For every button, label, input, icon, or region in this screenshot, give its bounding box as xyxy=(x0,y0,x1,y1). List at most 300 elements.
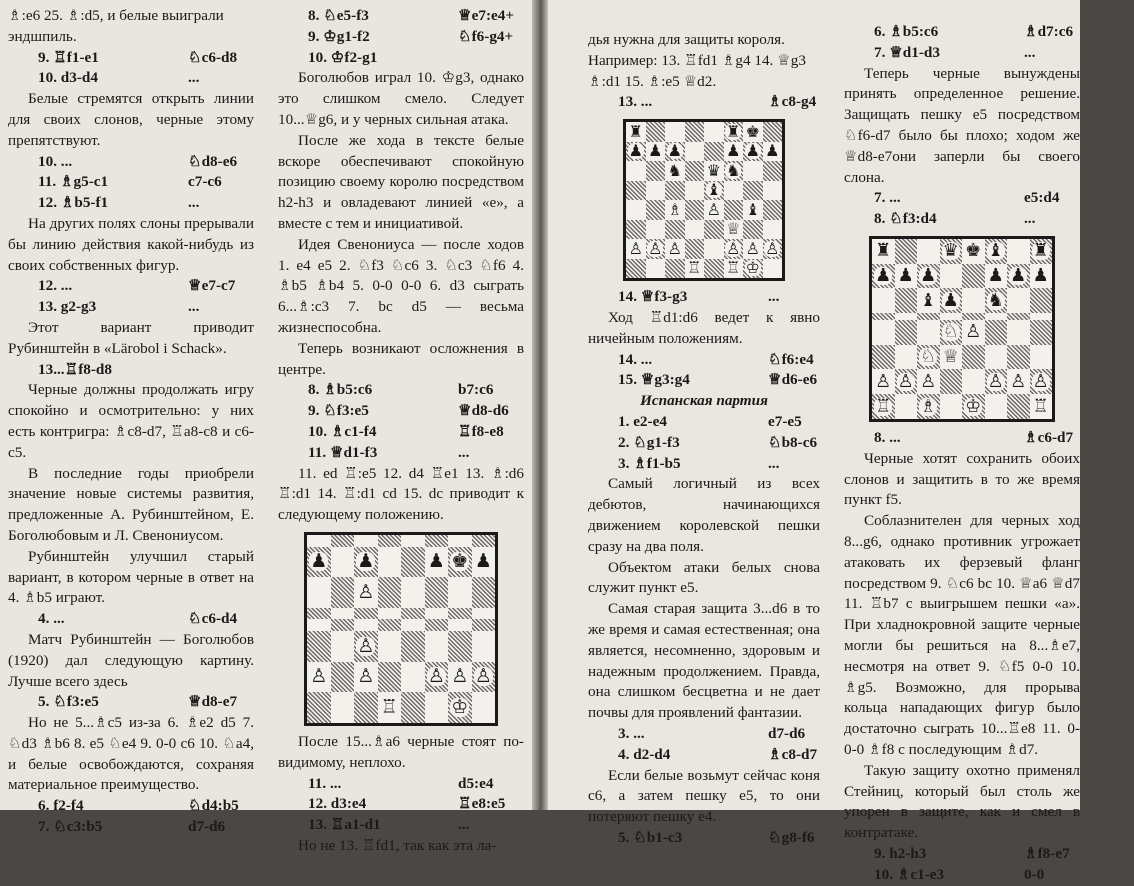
black-move: ... xyxy=(188,69,200,87)
text-paragraph: Идея Свенониуса — после ходов 1. e4 e5 2. ♘f3 ♘c6 3. ♘c3 ♘f6 4. ♗b5 ♗b4 5. 0-0 0-0 6. d3 сыграть 6...♗:c3 7. bc d5 — весьма жизнеспособна. xyxy=(278,235,524,336)
black-move: ♘c6-d8 xyxy=(188,48,238,66)
board-square xyxy=(331,619,355,631)
text-paragraph: ♗:e6 25. ♗:d5, и белые выиграли эндшпиль. xyxy=(8,7,224,45)
chess-piece: ♔ xyxy=(451,696,469,719)
board-square xyxy=(940,345,963,370)
chess-piece: ♖ xyxy=(1032,395,1049,417)
board-square xyxy=(962,239,985,264)
board-square xyxy=(472,577,496,608)
text-paragraph: Боголюбов играл 10. ♔g3, однако это слишком смело. Следует 10...♕g6, и у черных сильная атака. xyxy=(278,69,524,128)
white-move: 4. ... xyxy=(38,610,65,628)
chess-piece: ♝ xyxy=(706,180,721,200)
board-square xyxy=(743,122,763,142)
chess-diagram xyxy=(869,236,1055,422)
chess-piece: ♟ xyxy=(628,141,643,161)
chess-piece: ♟ xyxy=(897,265,914,287)
board-square xyxy=(917,394,940,419)
move-line xyxy=(844,209,1080,230)
left-page xyxy=(0,0,532,854)
move-line xyxy=(8,193,254,214)
white-move: 10. ♗c1-f4 xyxy=(308,422,377,440)
chess-piece: ♙ xyxy=(427,665,445,688)
text-paragraph: Но не 5...♗c5 из-за 6. ♗e2 d5 7. ♘d3 ♗b6 8. e5 ♘e4 9. 0-0 c6 10. ♘a4, и белые освобождаются, сохраняя материальное преимущество. xyxy=(8,714,254,794)
chess-piece: ♙ xyxy=(667,238,682,258)
board-square xyxy=(724,200,744,220)
board-square xyxy=(425,577,449,608)
board-square xyxy=(354,692,378,723)
white-move: 9. ♘f3:e5 xyxy=(308,402,369,420)
board-square xyxy=(985,320,1008,345)
board-square xyxy=(626,239,646,259)
black-move: ♖e8:e5 xyxy=(458,795,506,813)
move-line xyxy=(8,276,254,297)
right-page xyxy=(548,0,1080,883)
text-paragraph: Белые стремятся открыть линии для своих слонов, черные этому препятствуют. xyxy=(8,90,254,149)
board-square xyxy=(685,122,705,142)
white-move: 2. ♘g1-f3 xyxy=(618,433,680,451)
board-square xyxy=(425,608,449,620)
board-square xyxy=(1030,320,1053,345)
move-line xyxy=(8,172,254,193)
chess-piece: ♕ xyxy=(726,219,741,239)
board-square xyxy=(378,619,402,631)
chess-piece: ♙ xyxy=(648,238,663,258)
board-square xyxy=(307,662,331,693)
board-square xyxy=(401,631,425,662)
chess-piece: ♟ xyxy=(745,141,760,161)
board-square xyxy=(985,394,1008,419)
board-square xyxy=(917,264,940,289)
board-square xyxy=(1007,345,1030,370)
text-paragraph: Матч Рубинштейн — Боголюбов (1920) дал следующую картину. Лучше всего здесь xyxy=(8,630,254,690)
board-square xyxy=(917,313,940,320)
board-square xyxy=(763,122,783,142)
white-move: 10. ♗c1-e3 xyxy=(874,865,945,883)
white-move: 8. ... xyxy=(874,428,901,446)
chess-piece: ♙ xyxy=(920,370,937,392)
board-square xyxy=(763,239,783,259)
board-square xyxy=(401,662,425,693)
section-title: Испанская партия xyxy=(640,392,768,410)
board-square xyxy=(354,535,378,547)
move-line xyxy=(8,152,254,173)
move-line xyxy=(588,92,820,113)
black-move: d5:e4 xyxy=(458,774,494,792)
chess-piece: ♜ xyxy=(1032,240,1049,262)
chess-piece: ♖ xyxy=(687,258,702,278)
black-move: ... xyxy=(188,298,200,316)
board-square xyxy=(448,692,472,723)
board-square xyxy=(917,239,940,264)
board-square xyxy=(704,142,724,162)
board-square xyxy=(724,161,744,181)
board-square xyxy=(646,161,666,181)
board-square xyxy=(704,200,724,220)
board-square xyxy=(872,288,895,313)
board-square xyxy=(307,631,331,662)
board-square xyxy=(872,320,895,345)
board-square xyxy=(1007,288,1030,313)
board-square xyxy=(354,577,378,608)
text-paragraph: Теперь черные вынуждены принять определенное решение. Защищать пешку e5 посредством ♘f6-d7 было бы плохо; ходом же ♕d8-e7они заперли бы своего слона. xyxy=(844,64,1080,186)
board-square xyxy=(472,662,496,693)
chess-piece: ♟ xyxy=(726,141,741,161)
text-paragraph: дья нужна для защиты короля. Например: 13. ♖fd1 ♗g4 14. ♕g3 ♗:d1 15. ♗:e5 ♕d2. xyxy=(588,31,806,90)
white-move: 13...♖f8-d8 xyxy=(38,360,112,378)
text-paragraph: Черные должны продолжать игру спокойно и осмотрительно: у них есть контригра: ♗c8-d7, ♖a8-c8 и c6-c5. xyxy=(8,381,254,461)
board-square xyxy=(704,220,724,240)
board-square xyxy=(724,259,744,279)
board-square xyxy=(872,394,895,419)
white-move: 12. ♗b5-f1 xyxy=(38,194,109,212)
board-square xyxy=(895,288,918,313)
move-line xyxy=(278,48,524,69)
board-square xyxy=(1007,313,1030,320)
black-move: ♕d6-e6 xyxy=(768,371,818,389)
move-line xyxy=(844,43,1080,64)
text-paragraph: Самый логичный из всех дебютов, начинающихся движением королевской пешки сразу на два поля. xyxy=(588,475,820,555)
chess-piece: ♙ xyxy=(310,665,328,688)
board-square xyxy=(665,239,685,259)
board-square xyxy=(985,288,1008,313)
board-square xyxy=(1030,369,1053,394)
white-move: 11. ♗g5-c1 xyxy=(38,173,109,191)
chess-piece: ♔ xyxy=(745,258,760,278)
white-move: 9. ♔g1-f2 xyxy=(308,27,370,45)
board-square xyxy=(472,631,496,662)
board-square xyxy=(354,631,378,662)
black-move: ... xyxy=(458,443,470,461)
black-move: ♗c8-d7 xyxy=(768,745,818,763)
board-square xyxy=(985,313,1008,320)
board-square xyxy=(307,547,331,578)
white-move: 15. ♕g3:g4 xyxy=(618,371,690,389)
white-move: 7. ... xyxy=(874,189,901,207)
text-paragraph: Ход ♖d1:d6 ведет к явно ничейным положениям. xyxy=(588,308,820,347)
board-square xyxy=(448,619,472,631)
board-square xyxy=(472,619,496,631)
chess-piece: ♟ xyxy=(875,265,892,287)
board-square xyxy=(743,239,763,259)
board-square xyxy=(895,264,918,289)
board-square xyxy=(425,547,449,578)
board-square xyxy=(940,288,963,313)
board-square xyxy=(940,320,963,345)
chess-piece: ♙ xyxy=(357,665,375,688)
board-square xyxy=(626,142,646,162)
board-square xyxy=(917,288,940,313)
board-square xyxy=(646,122,666,142)
chess-piece: ♟ xyxy=(942,289,959,311)
white-move: 13. ♖a1-d1 xyxy=(308,816,381,834)
board-square xyxy=(354,608,378,620)
chess-piece: ♙ xyxy=(897,370,914,392)
chess-piece: ♙ xyxy=(474,665,492,688)
text-paragraph: На других полях слоны прерывали бы линию действия какой-нибудь из своих собственных фигур. xyxy=(8,214,254,274)
chess-piece: ♟ xyxy=(920,265,937,287)
board-square xyxy=(646,142,666,162)
board-square xyxy=(895,394,918,419)
board-square xyxy=(331,608,355,620)
white-move: 7. ♕d1-d3 xyxy=(874,43,940,61)
white-move: 6. ♗b5:c6 xyxy=(874,23,939,40)
white-move: 11. ♕d1-f3 xyxy=(308,443,378,461)
white-move: 9. h2-h3 xyxy=(874,844,927,862)
text-paragraph: Соблазнителен для черных ход 8...g6, однако противник угрожает атаковать их ферзевый фланг посредством 9. ♘c6 bc 10. ♕a6 ♕d7 11. ♖b7 с выигрышем пешки «a». При хладнокровной защите черные могли бы решиться на 8...♗e7, несмотря на ответ 9. ♘f5 0-0 10. ♗g5. Возможно, для прорыва кольца нападающих фигур было достаточно сыграть 10...♖e8 11. 0-0-0 ♗f8 с последующим ♗d7. xyxy=(844,512,1080,758)
board-square xyxy=(940,239,963,264)
chess-piece: ♖ xyxy=(726,258,741,278)
board-square xyxy=(743,200,763,220)
white-move: 10. ♔f2-g1 xyxy=(308,48,378,66)
board-square xyxy=(724,220,744,240)
chess-piece: ♗ xyxy=(920,395,937,417)
board-square xyxy=(743,142,763,162)
chess-diagram xyxy=(623,119,785,281)
board-square xyxy=(743,181,763,201)
board-square xyxy=(646,200,666,220)
board-square xyxy=(378,608,402,620)
chess-piece: ♖ xyxy=(875,395,892,417)
board-square xyxy=(331,547,355,578)
board-square xyxy=(763,161,783,181)
board-square xyxy=(685,142,705,162)
board-square xyxy=(401,547,425,578)
board-square xyxy=(962,394,985,419)
board-square xyxy=(917,320,940,345)
board-square xyxy=(940,264,963,289)
board-square xyxy=(646,259,666,279)
board-square xyxy=(626,200,646,220)
board-square xyxy=(940,394,963,419)
board-square xyxy=(354,619,378,631)
move-line xyxy=(844,844,1080,865)
move-line xyxy=(588,745,820,766)
board-square xyxy=(626,220,646,240)
black-move: c7-c6 xyxy=(188,173,222,191)
text-paragraph: В последние годы приобрели значение новые системы развития, предложенные А. Рубинштейном, Е. Боголюбовым и Л. Свенониусом. xyxy=(8,464,254,544)
board-square xyxy=(665,200,685,220)
board-square xyxy=(685,181,705,201)
board-square xyxy=(646,239,666,259)
black-move: ♘d8-e6 xyxy=(188,152,238,170)
text-paragraph: После 15...♗a6 черные стоят по-видимому, неплохо. xyxy=(278,732,524,771)
board-square xyxy=(872,313,895,320)
board-square xyxy=(872,239,895,264)
board-square xyxy=(665,161,685,181)
board-square xyxy=(763,259,783,279)
white-move: 14. ... xyxy=(618,350,653,368)
chess-piece: ♙ xyxy=(357,580,375,603)
board-square xyxy=(917,369,940,394)
board-square xyxy=(401,692,425,723)
text-paragraph: Теперь возникают осложнения в центре. xyxy=(278,339,524,378)
board-square xyxy=(962,345,985,370)
chess-piece: ♟ xyxy=(1010,265,1027,287)
move-line xyxy=(588,287,820,308)
black-move: ♘g8-f6 xyxy=(768,828,815,846)
board-square xyxy=(307,577,331,608)
board-square xyxy=(962,320,985,345)
board-square xyxy=(354,547,378,578)
board-square xyxy=(743,220,763,240)
white-move: 14. ♕f3-g3 xyxy=(618,288,688,306)
move-line xyxy=(278,443,524,464)
board-square xyxy=(704,259,724,279)
white-move: 10. ... xyxy=(38,152,73,170)
board-square xyxy=(1030,394,1053,419)
chess-piece: ♛ xyxy=(942,240,959,262)
chess-piece: ♟ xyxy=(1032,265,1049,287)
board-square xyxy=(378,577,402,608)
black-move: e7-e5 xyxy=(768,412,802,430)
chess-piece: ♚ xyxy=(745,121,760,141)
chess-piece: ♞ xyxy=(726,160,741,180)
board-square xyxy=(962,313,985,320)
board-square xyxy=(1007,320,1030,345)
chess-piece: ♟ xyxy=(765,141,780,161)
move-line xyxy=(8,609,254,630)
move-line xyxy=(278,774,524,795)
board-square xyxy=(448,577,472,608)
black-move: ♘f6-g4+ xyxy=(458,27,514,45)
board-square xyxy=(724,181,744,201)
board-square xyxy=(685,200,705,220)
black-move: ♕d8-e7 xyxy=(188,693,238,711)
board-square xyxy=(448,547,472,578)
chess-diagram xyxy=(304,532,498,726)
board-square xyxy=(626,181,646,201)
chess-piece: ♛ xyxy=(706,160,721,180)
board-square xyxy=(646,181,666,201)
white-move: 11. ... xyxy=(308,774,342,792)
white-move: 8. ♗b5:c6 xyxy=(308,381,373,399)
text-paragraph: Объектом атаки белых снова служит пункт e5. xyxy=(588,558,820,597)
board-square xyxy=(1007,239,1030,264)
move-line xyxy=(844,22,1080,43)
white-move: 13. ... xyxy=(618,93,653,111)
white-move: 9. ♖f1-e1 xyxy=(38,48,99,66)
board-square xyxy=(685,259,705,279)
board-square xyxy=(626,122,646,142)
board-square xyxy=(331,577,355,608)
white-move: 8. ♘e5-f3 xyxy=(308,7,369,24)
chess-piece: ♟ xyxy=(648,141,663,161)
board-square xyxy=(985,345,1008,370)
board-square xyxy=(1030,313,1053,320)
board-square xyxy=(378,692,402,723)
move-line xyxy=(588,433,820,454)
board-square xyxy=(872,264,895,289)
chess-piece: ♙ xyxy=(706,199,721,219)
board-square xyxy=(331,535,355,547)
board-square xyxy=(425,535,449,547)
chess-piece: ♜ xyxy=(726,121,741,141)
board-square xyxy=(665,122,685,142)
move-line xyxy=(8,297,254,318)
white-move: 3. ♗f1-b5 xyxy=(618,454,681,472)
board-square xyxy=(331,662,355,693)
board-square xyxy=(917,345,940,370)
board-square xyxy=(307,535,331,547)
board-square xyxy=(1030,288,1053,313)
white-move: 6. f2-f4 xyxy=(38,797,84,815)
chess-piece: ♚ xyxy=(451,550,469,573)
board-square xyxy=(378,662,402,693)
board-square xyxy=(331,631,355,662)
move-line xyxy=(8,817,254,838)
text-paragraph: Самая старая защита 3...d6 в то же время и самая естественная; она является, несомненно, здоровым и надежным продолжением. Правда, она слишком бесцветна и не дает почвы для проявлений фантазии. xyxy=(588,600,820,722)
chess-piece: ♙ xyxy=(987,370,1004,392)
board-square xyxy=(378,547,402,578)
book-gutter xyxy=(532,0,548,810)
move-line xyxy=(8,68,254,89)
board-square xyxy=(1007,369,1030,394)
white-move: 4. d2-d4 xyxy=(618,745,671,763)
chess-piece: ♟ xyxy=(427,550,445,573)
board-square xyxy=(872,369,895,394)
white-move: 7. ♘c3:b5 xyxy=(38,818,103,836)
black-move: ♗d7:c6 xyxy=(1024,23,1074,40)
black-move: ... xyxy=(458,816,470,834)
chess-piece: ♟ xyxy=(310,550,328,573)
board-square xyxy=(401,577,425,608)
black-move: 0-0 xyxy=(1024,865,1045,883)
text-paragraph: Но не 13. ♖fd1, так как эта ла- xyxy=(298,836,497,854)
chess-piece: ♟ xyxy=(357,550,375,573)
board-square xyxy=(704,161,724,181)
board-square xyxy=(331,692,355,723)
right-page-column-2 xyxy=(844,22,1080,886)
board-square xyxy=(401,608,425,620)
board-square xyxy=(665,220,685,240)
text-paragraph: Этот вариант приводит Рубинштейн в «Lärobol i Schack». xyxy=(8,318,254,357)
chess-piece: ♞ xyxy=(667,160,682,180)
chess-piece: ♙ xyxy=(451,665,469,688)
board-square xyxy=(626,161,646,181)
board-square xyxy=(985,264,1008,289)
board-square xyxy=(1030,264,1053,289)
move-line xyxy=(278,401,524,422)
move-line xyxy=(588,370,820,391)
white-move: 3. ... xyxy=(618,724,645,742)
white-move: 5. ♘b1-c3 xyxy=(618,828,683,846)
chess-piece: ♝ xyxy=(920,289,937,311)
white-move: 5. ♘f3:e5 xyxy=(38,693,99,711)
board-square xyxy=(665,142,685,162)
board-square xyxy=(895,345,918,370)
black-move: ... xyxy=(768,288,780,306)
board-square xyxy=(665,181,685,201)
board-square xyxy=(895,320,918,345)
chess-piece: ♙ xyxy=(726,238,741,258)
move-line xyxy=(588,350,820,371)
chess-piece: ♜ xyxy=(628,121,643,141)
black-move: ♗f8-e7 xyxy=(1024,844,1070,862)
board-square xyxy=(743,161,763,181)
black-move: ♗c8-g4 xyxy=(768,93,817,111)
board-square xyxy=(472,547,496,578)
board-square xyxy=(1007,394,1030,419)
move-line xyxy=(844,428,1080,449)
board-square xyxy=(962,288,985,313)
board-square xyxy=(448,608,472,620)
board-square xyxy=(895,369,918,394)
text-paragraph: Если белые возьмут сейчас коня c6, а затем пешку e5, то они потеряют пешку e4. xyxy=(588,766,820,826)
chess-piece: ♟ xyxy=(474,550,492,573)
chess-piece: ♞ xyxy=(987,289,1004,311)
chess-piece: ♙ xyxy=(765,238,780,258)
board-square xyxy=(472,692,496,723)
